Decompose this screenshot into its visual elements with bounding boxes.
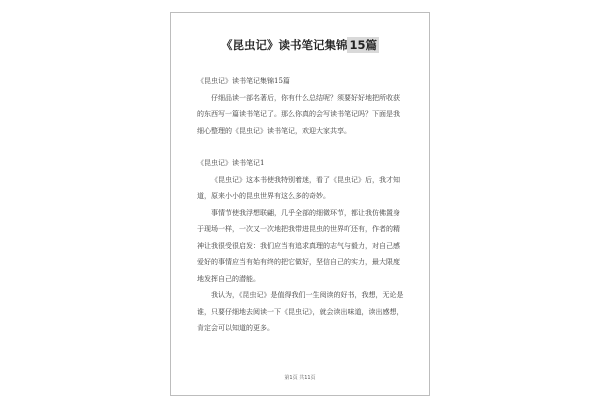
body-paragraph: 我认为，《昆虫记》是值得我们一生阅读的好书，我想，无论是谁，只要仔细地去阅读一下《昆虫记》，就会读出味道，读出感想，肯定会可以知道的更多。 xyxy=(197,291,404,332)
title-prefix: 《昆虫记》读书笔记集锦 xyxy=(220,38,348,52)
section-spacer xyxy=(197,139,405,155)
title-highlight: 15篇 xyxy=(349,38,377,52)
document-page xyxy=(170,12,430,396)
document-title xyxy=(171,37,429,53)
body-paragraph: 事情节使我浮想联翩，几乎全部的细微环节，都让我仿佛置身于现场一样，一次又一次地把我带进昆虫的世界吖还有，作者的精神让我很受很启发：我们应当有追求真理的志气与毅力，对自己感爱好的事情应当有始有终的把它做好，坚信自己的实力，最大限度地发挥自己的潜能。 xyxy=(197,208,400,283)
document-body xyxy=(197,73,405,337)
page-footer: 第1页 共11页 xyxy=(284,375,316,381)
section-heading: 《昆虫记》读书笔记1 xyxy=(197,159,265,167)
document-subtitle: 《昆虫记》读书笔记集锦15篇 xyxy=(197,77,290,85)
body-paragraph: 《昆虫记》这本书使我特别着迷，看了《昆虫记》后，我才知道，原来小小的昆虫世界有这么多的奇妙。 xyxy=(197,175,400,200)
intro-paragraph: 仔细品读一部名著后，你有什么总结呢？须要好好地把所收获的东西写一篇读书笔记了。那么你真的会写读书笔记吗？下面是我细心整理的《昆虫记》读书笔记，欢迎大家共享。 xyxy=(197,93,400,135)
